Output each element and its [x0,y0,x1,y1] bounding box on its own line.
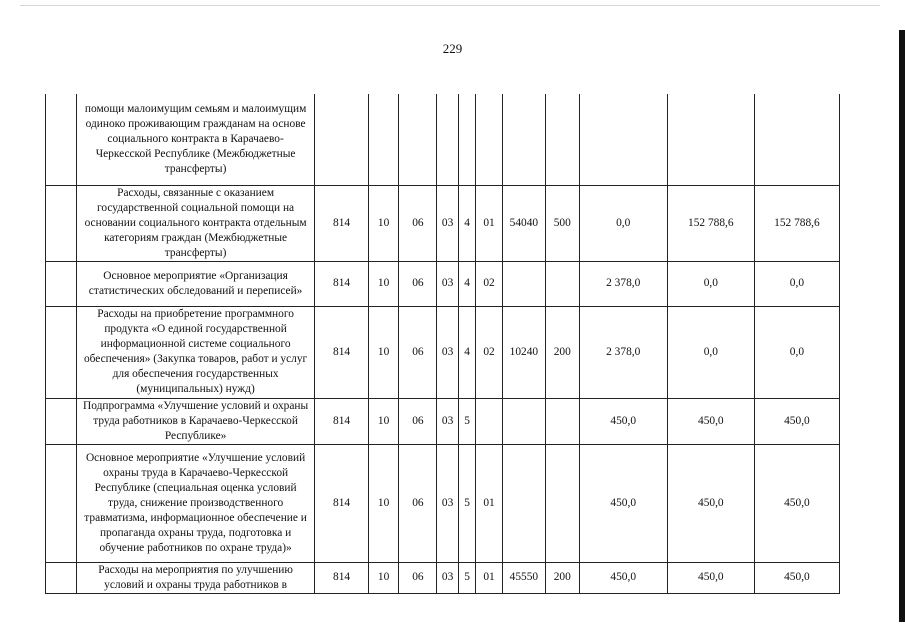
amount-year-1: 2 378,0 [579,306,667,398]
code-admin: 814 [315,444,368,562]
code-program: 03 [437,444,459,562]
code-program [437,94,459,185]
code-program: 03 [437,306,459,398]
code-admin: 814 [315,185,368,261]
amount-year-3: 450,0 [754,398,839,444]
amount-year-1: 450,0 [579,398,667,444]
budget-table [45,94,840,594]
row-description: Основное мероприятие «Улучшение условий охраны труда в Карачаево-Черкесской Республике (специальная оценка условий труда, снижение производственного травматизма, информационное обеспечение и пропаганда охраны труда, подготовка и обучение работников по охране труда)» [76,444,315,562]
index-cell [46,398,77,444]
code-admin: 814 [315,261,368,306]
code-event [476,398,503,444]
code-direction [502,444,545,562]
code-section [368,94,399,185]
amount-year-3: 152 788,6 [754,185,839,261]
amount-year-1: 0,0 [579,185,667,261]
code-direction [502,261,545,306]
code-program: 03 [437,562,459,593]
amount-year-2: 450,0 [667,444,754,562]
code-event [476,94,503,185]
code-event: 01 [476,185,503,261]
amount-year-1: 450,0 [579,562,667,593]
amount-year-3: 450,0 [754,562,839,593]
code-program: 03 [437,261,459,306]
code-subprogram: 5 [458,444,475,562]
code-subprogram [458,94,475,185]
code-section: 10 [368,185,399,261]
row-description: Расходы, связанные с оказанием государственной социальной помощи на основании социального контракта отдельным категориям граждан (Межбюджетные трансферты) [76,185,315,261]
code-section: 10 [368,562,399,593]
code-admin: 814 [315,562,368,593]
table-row [46,261,840,306]
code-subprogram: 5 [458,562,475,593]
index-cell [46,261,77,306]
amount-year-2 [667,94,754,185]
row-description: Расходы на приобретение программного продукта «О единой государственной информационной системе социального обеспечения» (Закупка товаров, работ и услуг для обеспечения государственных (муниципальных) нужд) [76,306,315,398]
index-cell [46,306,77,398]
row-description: Основное мероприятие «Организация статистических обследований и переписей» [76,261,315,306]
code-expense-type [545,444,579,562]
code-subprogram: 4 [458,185,475,261]
index-cell [46,444,77,562]
code-expense-type [545,94,579,185]
code-subsection: 06 [399,444,437,562]
index-cell [46,562,77,593]
code-subsection: 06 [399,398,437,444]
code-event: 02 [476,261,503,306]
code-program: 03 [437,398,459,444]
code-program: 03 [437,185,459,261]
code-section: 10 [368,306,399,398]
code-expense-type [545,261,579,306]
amount-year-2: 0,0 [667,306,754,398]
amount-year-3: 450,0 [754,444,839,562]
amount-year-1: 2 378,0 [579,261,667,306]
code-admin: 814 [315,306,368,398]
code-expense-type: 200 [545,306,579,398]
code-expense-type: 500 [545,185,579,261]
code-subprogram: 4 [458,306,475,398]
amount-year-3: 0,0 [754,261,839,306]
table-row [46,306,840,398]
amount-year-2: 450,0 [667,562,754,593]
code-direction: 10240 [502,306,545,398]
table-row [46,94,840,185]
code-direction [502,398,545,444]
code-section: 10 [368,444,399,562]
code-subsection: 06 [399,185,437,261]
code-expense-type [545,398,579,444]
code-direction [502,94,545,185]
amount-year-2: 152 788,6 [667,185,754,261]
code-admin [315,94,368,185]
amount-year-2: 0,0 [667,261,754,306]
code-admin: 814 [315,398,368,444]
table-row [46,185,840,261]
scan-artifact-line [20,5,880,6]
row-description: помощи малоимущим семьям и малоимущим одиноко проживающим гражданам на основе социального контракта в Карачаево-Черкесской Республике (Межбюджетные трансферты) [76,94,315,185]
amount-year-3: 0,0 [754,306,839,398]
amount-year-3 [754,94,839,185]
code-subprogram: 5 [458,398,475,444]
code-direction: 45550 [502,562,545,593]
code-event: 01 [476,562,503,593]
code-subsection [399,94,437,185]
index-cell [46,94,77,185]
row-description: Подпрограмма «Улучшение условий и охраны труда работников в Карачаево-Черкесской Республике» [76,398,315,444]
scan-edge-bar [899,30,905,622]
amount-year-1 [579,94,667,185]
amount-year-1: 450,0 [579,444,667,562]
row-description: Расходы на мероприятия по улучшению условий и охраны труда работников в [76,562,315,593]
page-number: 229 [442,41,463,56]
table-row [46,444,840,562]
index-cell [46,185,77,261]
code-direction: 54040 [502,185,545,261]
code-section: 10 [368,398,399,444]
code-event: 02 [476,306,503,398]
code-expense-type: 200 [545,562,579,593]
table-row [46,398,840,444]
amount-year-2: 450,0 [667,398,754,444]
code-event: 01 [476,444,503,562]
code-subsection: 06 [399,261,437,306]
code-subsection: 06 [399,562,437,593]
code-subsection: 06 [399,306,437,398]
table-row [46,562,840,593]
code-subprogram: 4 [458,261,475,306]
code-section: 10 [368,261,399,306]
